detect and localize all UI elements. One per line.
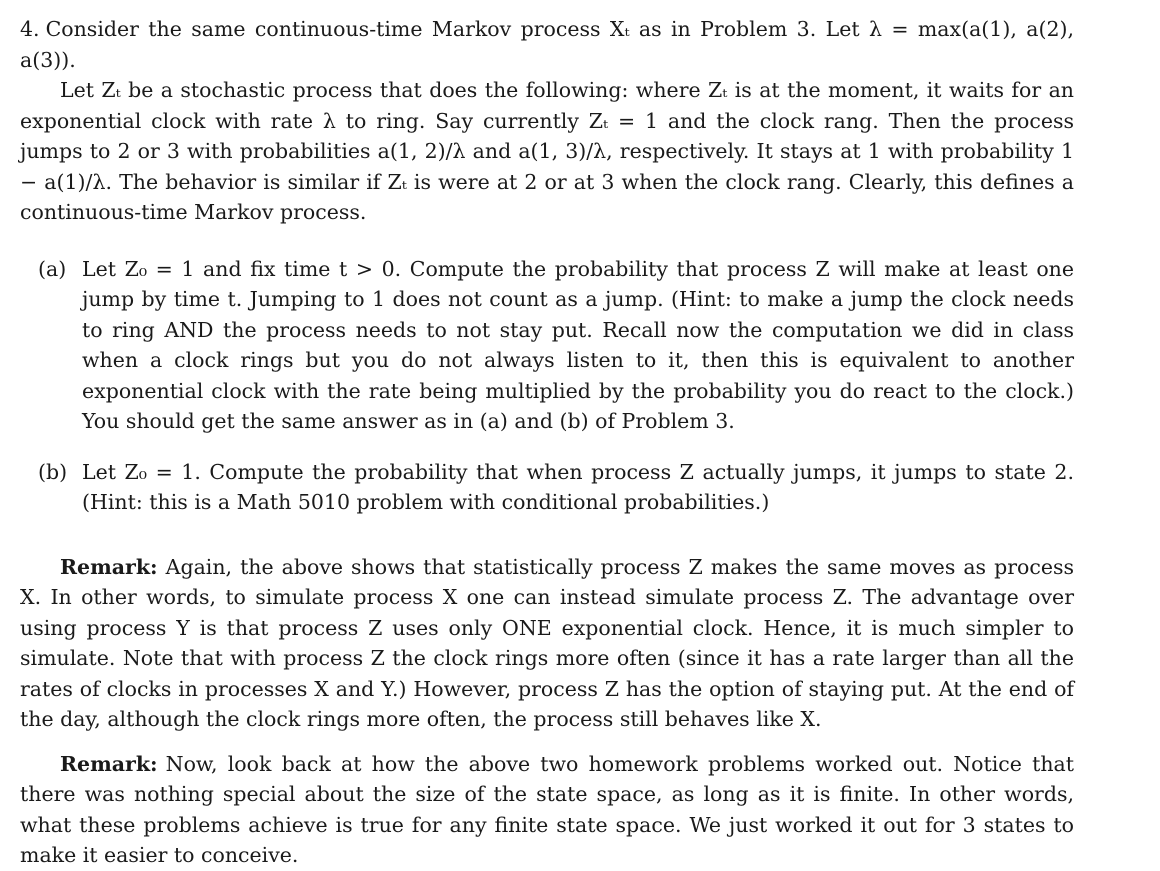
part-b-text: Let Z₀ = 1. Compute the probability that when process Z actually jumps, it jumps to state 2. (Hint: this is a Math 5010 problem with conditional probabilities.) <box>82 459 1074 514</box>
part-a-text: Let Z₀ = 1 and fix time t > 0. Compute the probability that process Z will make at least one jump by time t. Jumping to 1 does not count as a jump. (Hint: to make a jump the clock needs to ring AND the process needs to not stay put. Recall now the computation we did in class when a clock rings but you do not always listen to it, then this is equivalent to another exponential clock with the rate being multiplied by the probability you do react to the clock.) You should get the same answer as in (a) and (b) of Problem 3. <box>82 256 1074 433</box>
remark-1-text: Again, the above shows that statistically process Z makes the same moves as process X. In other words, to simulate process X one can instead simulate process Z. The advantage over using process Y is that process Z uses only ONE exponential clock. Hence, it is much simpler to simulate. Note that with process Z the clock rings more often (since it has a rate larger than all the rates of clocks in processes X and Y.) However, process Z has the option of staying put. At the end of the day, although the clock rings more often, the process still behaves like X. <box>20 554 1074 731</box>
problem-intro-text: Consider the same continuous-time Markov process Xₜ as in Problem 3. Let λ = max(a(1), a(2), a(3)). <box>20 17 1074 72</box>
remark-2-label: Remark: <box>60 751 158 776</box>
problem-intro <box>20 14 1074 75</box>
problem-description: Let Zₜ be a stochastic process that does the following: where Zₜ is at the moment, it waits for an exponential clock with rate λ to ring. Say currently Zₜ = 1 and the clock rang. Then the process jumps to 2 or 3 with probabilities a(1, 2)/λ and a(1, 3)/λ, respectively. It stays at 1 with probability 1 − a(1)/λ. The behavior is similar if Zₜ is were at 2 or at 3 when the clock rang. Clearly, this defines a continuous-time Markov process. <box>20 78 1074 224</box>
remark-1 <box>20 552 1074 735</box>
remark-2-text: Now, look back at how the above two homework problems worked out. Notice that there was nothing special about the size of the state space, as long as it is finite. In other words, what these problems achieve is true for any finite state space. We just worked it out for 3 states to make it easier to conceive. <box>20 751 1074 867</box>
part-a <box>20 254 1074 437</box>
part-a-label: (a) <box>38 256 67 281</box>
problem-parts <box>20 254 1074 518</box>
part-b <box>20 457 1074 518</box>
remark-2 <box>20 749 1074 871</box>
part-b-label: (b) <box>38 459 68 484</box>
remark-1-label: Remark: <box>60 554 158 579</box>
problem-number: 4. <box>20 17 40 41</box>
